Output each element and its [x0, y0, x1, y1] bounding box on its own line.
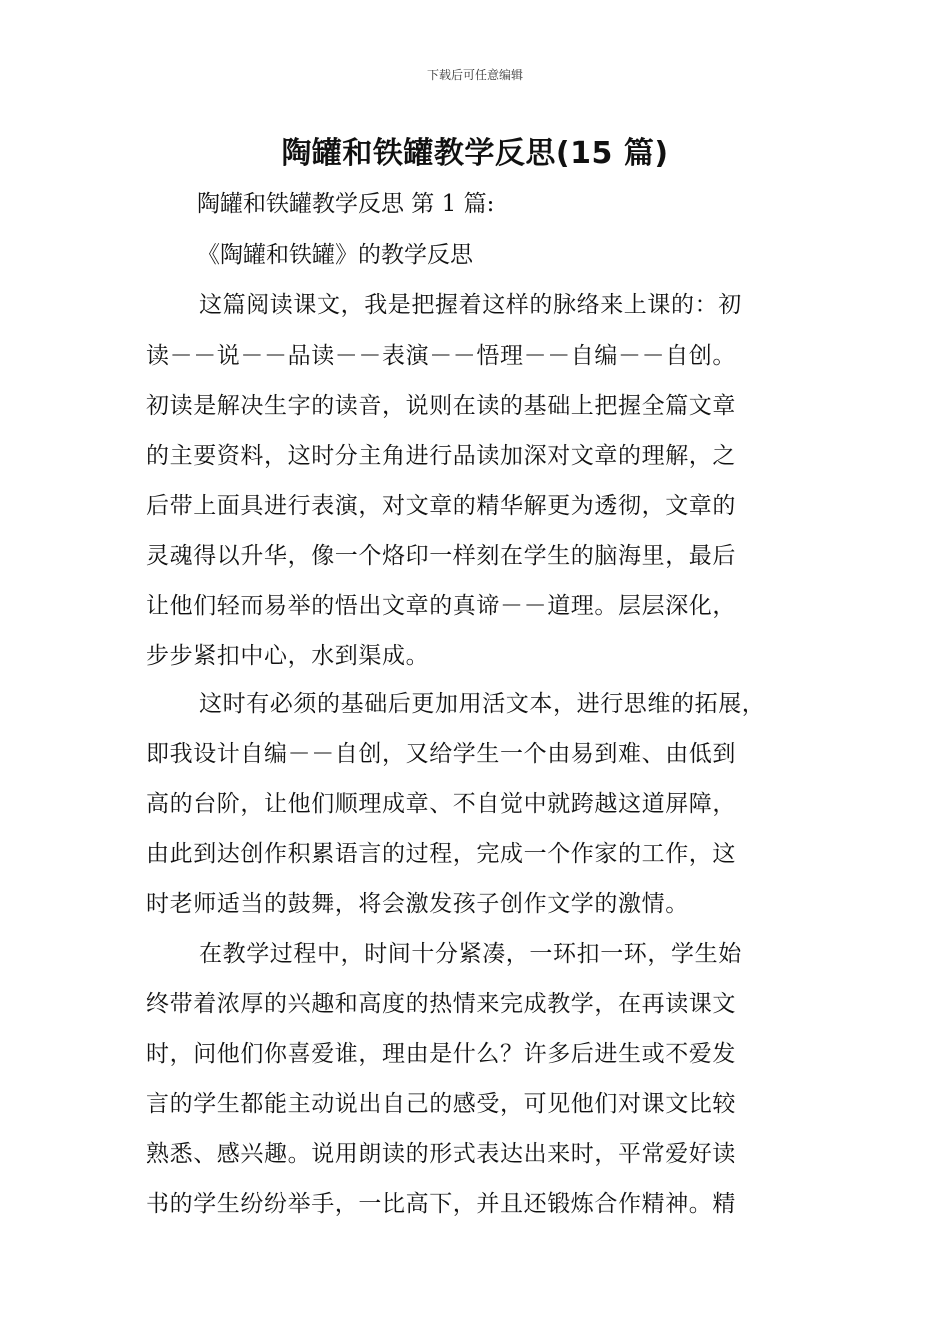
paragraph-line: 时，问他们你喜爱谁，理由是什么？许多后进生或不爱发: [146, 1041, 736, 1067]
paragraph-line: 读－－说－－品读－－表演－－悟理－－自编－－自创。: [146, 343, 736, 369]
paragraph-line: 初读是解决生字的读音，说则在读的基础上把握全篇文章: [146, 393, 736, 419]
article-subheading: 陶罐和铁罐教学反思 第 1 篇:: [197, 191, 495, 217]
paragraph-line: 熟悉、感兴趣。说用朗读的形式表达出来时，平常爱好读: [146, 1141, 736, 1167]
paragraph-line: 这时有必须的基础后更加用活文本，进行思维的拓展，: [199, 691, 766, 717]
paragraph-line: 高的台阶，让他们顺理成章、不自觉中就跨越这道屏障，: [146, 791, 736, 817]
paragraph-line: 这篇阅读课文，我是把握着这样的脉络来上课的：初: [199, 292, 742, 318]
paragraph-line: 即我设计自编－－自创，又给学生一个由易到难、由低到: [146, 741, 736, 767]
paragraph-line: 步步紧扣中心，水到渠成。: [146, 643, 430, 669]
paragraph-line: 言的学生都能主动说出自己的感受，可见他们对课文比较: [146, 1091, 736, 1117]
paragraph-line: 让他们轻而易举的悟出文章的真谛－－道理。层层深化，: [146, 593, 736, 619]
document-title: 陶罐和铁罐教学反思(15 篇): [281, 136, 669, 171]
paragraph-line: 时老师适当的鼓舞，将会激发孩子创作文学的激情。: [146, 891, 689, 917]
paragraph-line: 在教学过程中，时间十分紧凑，一环扣一环，学生始: [199, 941, 742, 967]
paragraph-line: 由此到达创作积累语言的过程，完成一个作家的工作，这: [146, 841, 736, 867]
paragraph-line: 灵魂得以升华，像一个烙印一样刻在学生的脑海里，最后: [146, 543, 736, 569]
paragraph-line: 的主要资料，这时分主角进行品读加深对文章的理解，之: [146, 443, 736, 469]
section-title: 《陶罐和铁罐》的教学反思: [197, 242, 473, 268]
paragraph-line: 书的学生纷纷举手，一比高下，并且还锻炼合作精神。精: [146, 1191, 736, 1217]
paragraph-line: 后带上面具进行表演，对文章的精华解更为透彻，文章的: [146, 493, 736, 519]
page-header-note: 下载后可任意编辑: [426, 68, 523, 82]
paragraph-line: 终带着浓厚的兴趣和高度的热情来完成教学，在再读课文: [146, 991, 736, 1017]
